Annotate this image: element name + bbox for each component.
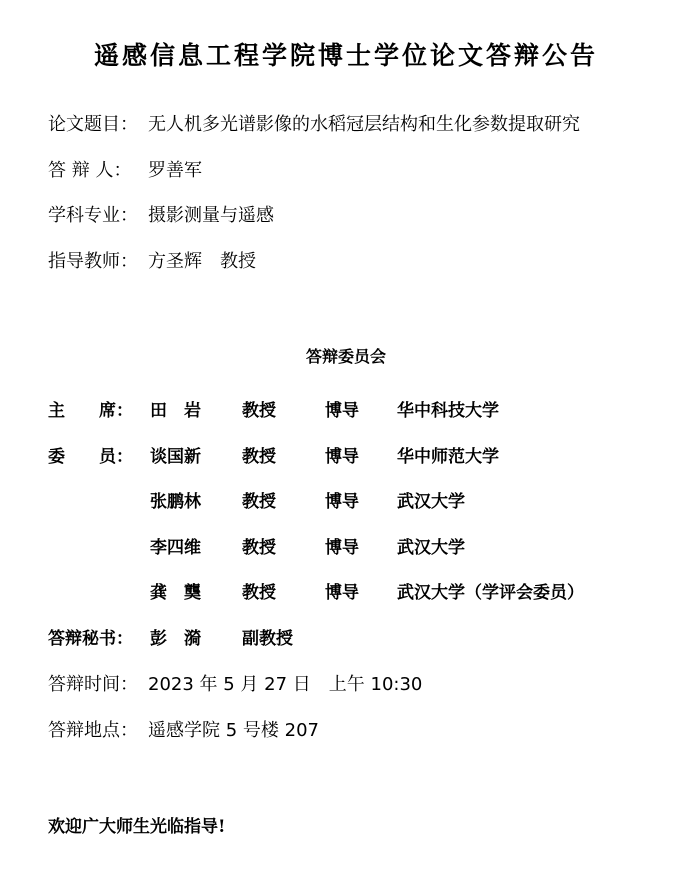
- member-name: 龚 龑: [150, 583, 201, 603]
- candidate-row: [48, 159, 202, 183]
- advisor-row: [48, 250, 256, 274]
- member-name: 田 岩: [150, 401, 201, 421]
- discipline-row: [48, 204, 274, 228]
- thesis-title-value: 无人机多光谱影像的水稻冠层结构和生化参数提取研究: [148, 114, 580, 135]
- committee-member-row: [48, 536, 668, 560]
- defense-time-label: 答辩时间：: [48, 674, 138, 695]
- member-title: 教授: [242, 401, 276, 421]
- secretary-name: 彭 漪: [150, 629, 201, 649]
- member-institution: 武汉大学: [397, 492, 465, 512]
- member-tutor: 博导: [325, 447, 359, 467]
- committee-member-row: [48, 581, 668, 605]
- defense-time-value: 2023 年 5 月 27 日 上午 10:30: [148, 674, 423, 695]
- discipline-label: 学科专业：: [48, 205, 138, 226]
- candidate-label: 答 辩 人：: [48, 160, 132, 181]
- candidate-value: 罗善军: [148, 160, 202, 181]
- defense-location-row: [48, 719, 319, 743]
- committee-heading: 答辩委员会: [305, 347, 386, 366]
- member-title: 教授: [242, 492, 276, 512]
- page-title: 遥感信息工程学院博士学位论文答辩公告: [93, 41, 598, 70]
- advisor-label: 指导教师：: [48, 251, 138, 272]
- member-title: 教授: [242, 447, 276, 467]
- member-institution: 华中师范大学: [397, 447, 499, 467]
- defense-location-label: 答辩地点：: [48, 720, 138, 741]
- member-tutor: 博导: [325, 401, 359, 421]
- committee-member-row: [48, 490, 668, 514]
- member-name: 李四维: [150, 538, 201, 558]
- member-role: 主 席：: [48, 401, 133, 421]
- thesis-title-row: [48, 113, 580, 137]
- secretary-role: 答辩秘书：: [48, 629, 133, 649]
- member-role: 委 员：: [48, 447, 133, 467]
- defense-location-value: 遥感学院 5 号楼 207: [148, 720, 319, 741]
- member-institution: 武汉大学: [397, 538, 465, 558]
- secretary-title: 副教授: [242, 629, 293, 649]
- discipline-value: 摄影测量与遥感: [148, 205, 274, 226]
- member-institution: 华中科技大学: [397, 401, 499, 421]
- committee-chair-row: [48, 399, 668, 423]
- member-title: 教授: [242, 583, 276, 603]
- member-tutor: 博导: [325, 583, 359, 603]
- welcome-message: 欢迎广大师生光临指导!: [48, 817, 226, 837]
- committee-member-row: [48, 445, 668, 469]
- committee-secretary-row: [48, 627, 668, 651]
- member-name: 谈国新: [150, 447, 201, 467]
- member-name: 张鹏林: [150, 492, 201, 512]
- member-title: 教授: [242, 538, 276, 558]
- member-tutor: 博导: [325, 538, 359, 558]
- member-tutor: 博导: [325, 492, 359, 512]
- advisor-value: 方圣辉 教授: [148, 251, 256, 272]
- thesis-title-label: 论文题目：: [48, 114, 138, 135]
- defense-time-row: [48, 673, 422, 697]
- member-institution: 武汉大学（学评会委员）: [397, 583, 584, 603]
